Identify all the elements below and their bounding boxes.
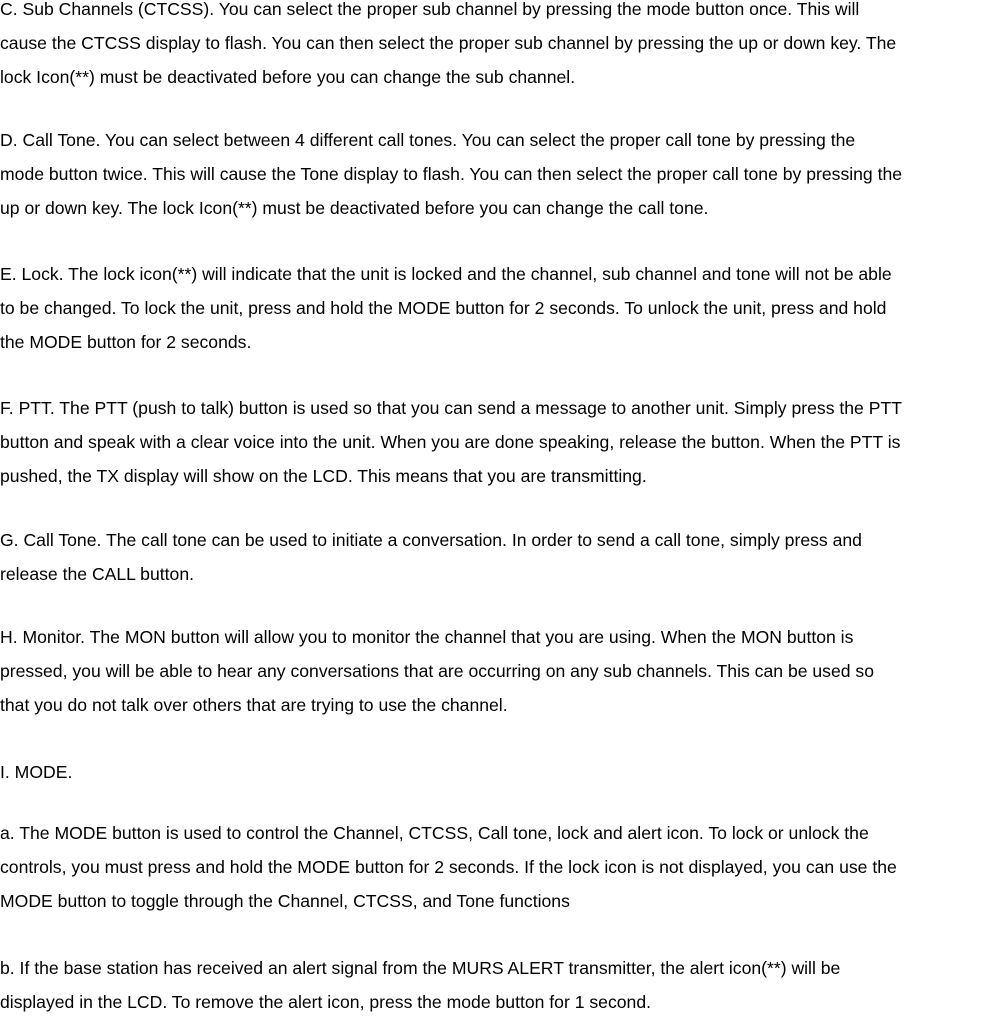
- text-line: I. MODE.: [0, 762, 73, 782]
- text-line: b. If the base station has received an alert signal from the MURS ALERT transmitter, the alert icon(**) will be: [0, 958, 841, 978]
- text-line: mode button twice. This will cause the Tone display to flash. You can then select the proper call tone by pressing the: [0, 164, 903, 184]
- text-line: E. Lock. The lock icon(**) will indicate that the unit is locked and the channel, sub channel and tone will not be able: [0, 264, 892, 284]
- text-line: the MODE button for 2 seconds.: [0, 332, 252, 352]
- text-line: displayed in the LCD. To remove the alert icon, press the mode button for 1 second.: [0, 992, 652, 1012]
- text-line: cause the CTCSS display to flash. You can then select the proper sub channel by pressing the up or down key. The: [0, 33, 897, 53]
- paragraph-mode-heading: [0, 755, 999, 789]
- paragraph-call-tone-send: [0, 523, 999, 591]
- text-line: MODE button to toggle through the Channel, CTCSS, and Tone functions: [0, 891, 570, 911]
- paragraph-call-tone-select: [0, 123, 999, 225]
- paragraph-lock: [0, 257, 999, 359]
- text-line: F. PTT. The PTT (push to talk) button is used so that you can send a message to another unit. Simply press the PTT: [0, 398, 902, 418]
- paragraph-mode-b: [0, 951, 999, 1019]
- text-line: pressed, you will be able to hear any conversations that are occurring on any sub channels. This can be used so: [0, 661, 875, 681]
- text-line: lock Icon(**) must be deactivated before you can change the sub channel.: [0, 67, 576, 87]
- text-line: to be changed. To lock the unit, press and hold the MODE button for 2 seconds. To unlock the unit, press and hold: [0, 298, 887, 318]
- text-line: pushed, the TX display will show on the LCD. This means that you are transmitting.: [0, 466, 647, 486]
- text-line: that you do not talk over others that are trying to use the channel.: [0, 695, 508, 715]
- text-line: G. Call Tone. The call tone can be used to initiate a conversation. In order to send a call tone, simply press and: [0, 530, 862, 550]
- text-line: D. Call Tone. You can select between 4 different call tones. You can select the proper call tone by pressing the: [0, 130, 856, 150]
- text-line: up or down key. The lock Icon(**) must be deactivated before you can change the call tone.: [0, 198, 709, 218]
- paragraph-sub-channels: [0, 0, 999, 94]
- text-line: a. The MODE button is used to control the Channel, CTCSS, Call tone, lock and alert icon. To lock or unlock the: [0, 823, 869, 843]
- paragraph-ptt: [0, 391, 999, 493]
- paragraph-monitor: [0, 620, 999, 722]
- text-line: H. Monitor. The MON button will allow you to monitor the channel that you are using. When the MON button is: [0, 627, 854, 647]
- text-line: release the CALL button.: [0, 564, 194, 584]
- text-line: C. Sub Channels (CTCSS). You can select the proper sub channel by pressing the mode button once. This will: [0, 0, 860, 19]
- text-line: controls, you must press and hold the MODE button for 2 seconds. If the lock icon is not displayed, you can use the: [0, 857, 897, 877]
- paragraph-mode-a: [0, 816, 999, 918]
- text-line: button and speak with a clear voice into the unit. When you are done speaking, release the button. When the PTT is: [0, 432, 901, 452]
